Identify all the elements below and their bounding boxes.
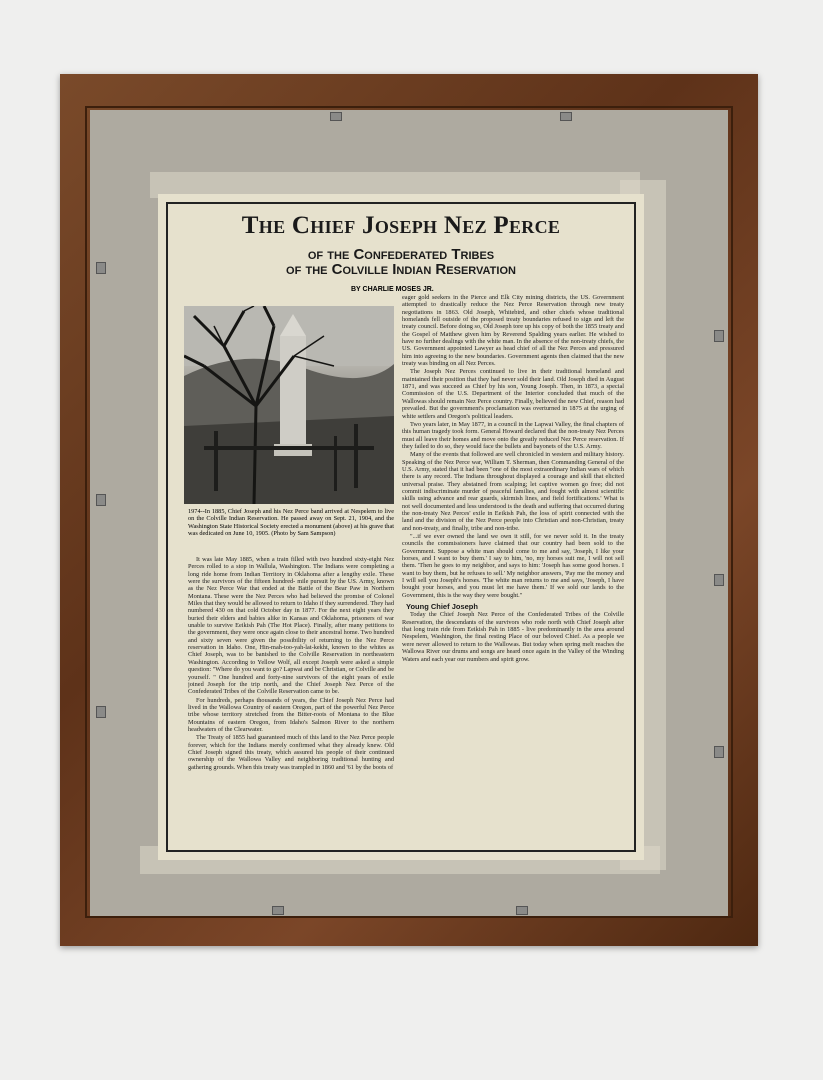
paragraph: The Treaty of 1855 had guaranteed much of this land to the Nez Perce people forever, which for the Indians merely confirmed what they already knew. Old Chief Joseph signed this treaty, which assured his people of their continued ownership of the Wallowa Valley and neighboring traditional hunting and gathering grounds. When this treaty was trampled in 1860 and '61 by the boots of [188, 734, 394, 771]
article-title: The Chief Joseph Nez Perce [241, 212, 561, 239]
left-column [188, 556, 394, 852]
article-subtitle-2: of the Colville Indian Reservation [286, 261, 516, 278]
paragraph: eager gold seekers in the Pierce and Elk City mining districts, the US. Government attempted to drastically reduce the Nez Perce Reservation through new treaty negotiations in 1863. Old Joseph, Whitebird, and other chiefs whose traditional homelands fell outside of the proposed treaty boundaries refused to sign and left the treaty council. Before doing so, Old Joseph tore up his copy of both the 1855 treaty and the Gospel of Matthew given him by Reverend Spalding years earlier. He wished to have no further dealings with the white man. In the absence of the non-treaty chiefs, the US. Government appointed Lawyer as head chief of all the Nez Perces and pressured him into agreeing to the new boundaries. Government agents then claimed that the new treaty was binding on all Nez Perces. [402, 294, 624, 368]
frame-clip [272, 906, 284, 915]
article-subtitle-1: of the Confederated Tribes [307, 246, 495, 263]
photo-caption: 1974--In 1885, Chief Joseph and his Nez Perce band arrived at Nespelem to live on the Colville Indian Reservation. He passed away on Sept. 21, 1904, and the Washington State Historical Society erected a monument (above) at his grave that was dedicated on June 10, 1905. (Photo by Sam Sampson) [188, 508, 395, 537]
paragraph: For hundreds, perhaps thousands of years, the Chief Joseph Nez Perce had lived in the Wallowa Country of eastern Oregon, part of the powerful Nez Perce tribe whose territory stretched from the Bitter-roots of Montana to the Blue Mountains of eastern Oregon, from Idaho's Salmon River to the northern headwaters of the Clearwater. [188, 696, 394, 733]
frame-clip [96, 262, 106, 274]
section-heading: Young Chief Joseph [406, 602, 478, 612]
right-column [402, 294, 624, 850]
paragraph: The Joseph Nez Perces continued to live in their traditional homeland and maintained their position that they had never sold their land. Old Joseph died in August 1871, and was succeed as Chief by his son, Young Joseph. Then, in 1873, a special Commission of the U.S. Department of the Interior concluded that much of the Wallowas should remain Nez Perce country. Finally, believed the new Chief, reason had prevailed. But the government's proclamation was overturned in 1875 at the urging of white settlers and Oregon's political leaders. [402, 368, 624, 420]
frame-clip [330, 112, 342, 121]
article-byline: BY CHARLIE MOSES JR. [351, 286, 434, 293]
frame-clip [714, 330, 724, 342]
frame-clip [96, 494, 106, 506]
paragraph: Two years later, in May 1877, in a council in the Lapwai Valley, the final chapters of this human tragedy took form. General Howard declared that the non-treaty Nez Perces must all leave their homes and move onto the greatly reduced Nez Perce reservation. If they failed to do so, they would face the bullets and bayonets of the U.S. Army. [402, 420, 624, 450]
frame-clip [714, 574, 724, 586]
newspaper-article [158, 194, 644, 860]
paragraph: It was late May 1885, when a train filled with two hundred sixty-eight Nez Perces rolled to a stop in Wallula, Washington. The Indians were completing a long ride home from Indian Territory in Oklahoma after a lengthy exile. These were the survivors of the fifteen hundred- mile pursuit by the US. Army, known as the Nez Perce War that ended at the Battle of the Bear Paw in Northern Montana. These were the Nez Perces who had believed the promise of Colonel Miles that they would be allowed to return to Idaho if they surrendered. They had numbered 430 on that cold October day in 1877. For the next eight years they buried their elders and babies alike in Kansas and Oklahoma, prisoners of war unable to survive Eeikish Pah (The Hot Place). Finally, after many petitions to the government, they were once again close to their ancestral home. Two hundred and sixty seven were given the possibility of returning to the Nez Perce reservation in Idaho. One, Hin-mah-too-yah-lat-kekht, known to the whites as Chief Joseph, was to be banished to the Colville Reservation in northeastern Washington. According to Yellow Wolf, all except Joseph were asked a simple question: "Where do you want to go? Lapwai and be Christian, or Colville and be yourself. " One hundred and forty-nine survivors of the eight years of exile joined Joseph for the trip north, and the Chief Joseph Nez Perce of the Confederated Tribes of the Colville Reservation came to be. [188, 556, 394, 696]
paragraph: Today the Chief Joseph Nez Perce of the Confederated Tribes of the Colville Reservation, the descendants of the survivors who rode north with Chief Joseph after that long train ride from Eeikish Pah in 1885 - live predominantly in the area around Nespelem, Washington, the final resting Place of our beloved Chief. As a people we were never allowed to return to the Wallowas. But today when spring melt reaches the Wallowa River our drums and songs are heard once again in the Valley of the Winding Waters and each year our numbers and spirit grow. [402, 611, 624, 663]
frame-clip [714, 746, 724, 758]
grave-monument-photo [184, 306, 394, 504]
paragraph: Many of the events that followed are well chronicled in western and military history. Speaking of the Nez Perce war, William T. Sherman, then Commanding General of the U.S. Army, stated that it had been "one of the most extraordinary Indian wars of which there is any record. The Indians throughout displayed a courage and skill that elicited universal praise. They abstained from scalping; let captive women go free; did not commit indiscriminate murder of peaceful families, and fought with almost scientific skills using advance and rear guards, skirmish lines, and field fortifications.' What is not well documented and less understood is the death and suffering that occurred during the non-treaty Nez Perces' exile in Eeikish Pah, the loss of spirit connected with the land and the division of the Nez Perce people into Christian and non-Christian, treaty and non-treaty, and finally, tribe and non-tribe. [402, 451, 624, 532]
paragraph: "...if we ever owned the land we own it still, for we never sold it. In the treaty councils the commissioners have claimed that our country had been sold to the Government. Suppose a white man should come to me and say, 'Joseph, I like your horses, and I want to buy them.' I say to him, 'no, my horses suit me, I will not sell them. 'Then he goes to my neighbor, and says to him: 'Joseph has some good horses. I want to buy them, but he refuses to sell.' My neighbor answers, 'Pay me the money and I will sell you Joseph's horses. 'The white man returns to me and says, 'Joseph, I have bought your horses, and you must let me have them.' If we sold our lands to the Government, this is the way they were bought." [402, 533, 624, 599]
frame-clip [560, 112, 572, 121]
frame-clip [96, 706, 106, 718]
frame-clip [516, 906, 528, 915]
